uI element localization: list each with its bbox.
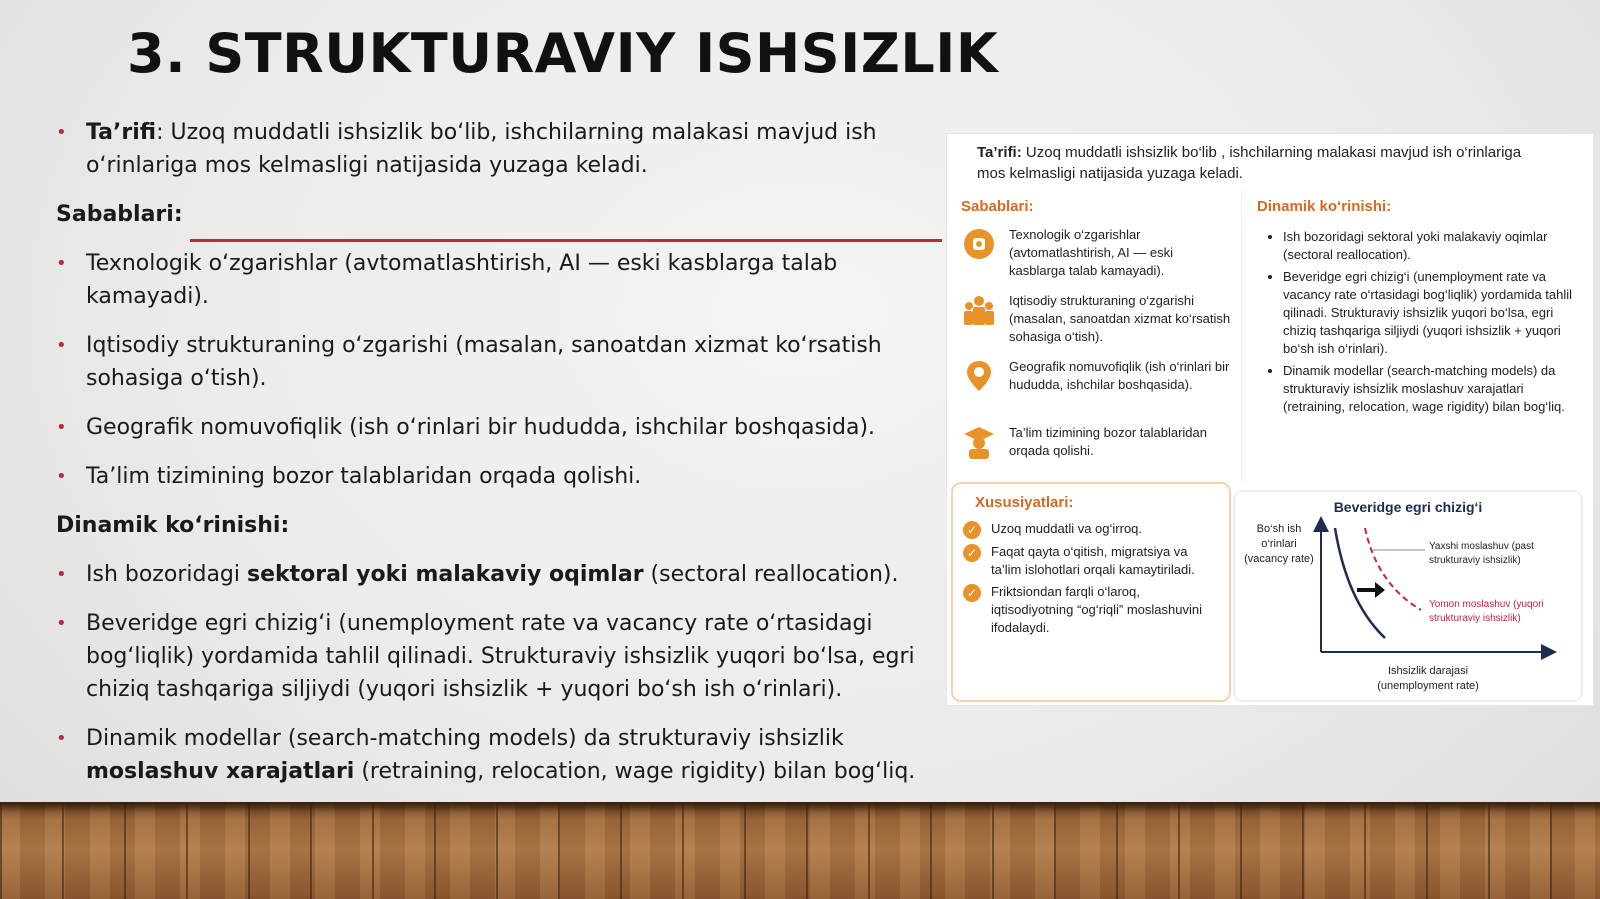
- legend-good: Yaxshi moslashuv (past strukturaviy ishsizlik): [1429, 541, 1534, 566]
- features-heading: Xususiyatlari:: [975, 494, 1074, 511]
- info-cause: [961, 226, 1231, 280]
- cause-item: • Geografik nomuvofiqlik (ish o‘rinlari bir hududda, ishchilar boshqasida).: [56, 411, 916, 444]
- dynamic-item: [56, 558, 916, 591]
- dynamic-item: [56, 607, 916, 706]
- checkmark-icon: ✓: [963, 521, 981, 539]
- chart-ylabel: Bo‘sh ish o‘rinlari (vacancy rate): [1244, 523, 1314, 565]
- info-cause-text: Geografik nomuvofiqlik (ish o‘rinlari bir hududda, ishchilar boshqasida).: [1009, 359, 1230, 392]
- chart-title: Beveridge egri chizig‘i: [1333, 499, 1483, 515]
- workers-icon: [961, 292, 997, 328]
- text-column: [56, 116, 916, 804]
- shift-arrow-icon: [1357, 582, 1385, 598]
- infographic-definition: [977, 142, 1537, 184]
- dynamic-bold: sektoral yoki malakaviy oqimlar: [247, 562, 644, 587]
- student-icon: [961, 424, 997, 460]
- info-cause-text: Texnologik o‘zgarishlar (avtomatlashtirish, AI — eski kasblarga talab kamayadi).: [1009, 227, 1173, 278]
- dynamic-text: (sectoral reallocation).: [643, 562, 899, 587]
- checkmark-icon: ✓: [963, 584, 981, 602]
- definition-bullet: [56, 116, 916, 182]
- legend-bad: Yomon moslashuv (yuqori strukturaviy ishsizlik): [1429, 599, 1544, 624]
- dynamic-text: (retraining, relocation, wage rigidity) bilan bog‘liq.: [354, 759, 916, 784]
- chart-xlabel: Ishsizlik darajasi (unemployment rate): [1377, 665, 1479, 692]
- location-pin-icon: [961, 358, 997, 394]
- causes-heading: Sabablari:: [56, 202, 183, 227]
- dynamic-heading-text: Dinamik ko‘rinishi: [56, 513, 281, 538]
- curve-bad: [1365, 528, 1421, 610]
- info-causes-heading: Sabablari:: [961, 198, 1034, 215]
- curve-good: [1335, 528, 1385, 638]
- info-dynamic-item: • Dinamik modellar (search-matching models) da strukturaviy ishsizlik moslashuv xarajatlari (retraining, relocation, wage rigidity) bilan bog‘liq.: [1283, 362, 1573, 416]
- beveridge-chart-box: [1233, 490, 1583, 702]
- info-dynamic-heading: Dinamik ko‘rinishi:: [1257, 198, 1392, 215]
- feature-text: Uzoq muddatli va og‘irroq.: [991, 521, 1143, 536]
- info-cause: [961, 358, 1231, 394]
- definition-label: Ta’rifi: [86, 120, 157, 145]
- checkmark-icon: ✓: [963, 544, 981, 562]
- features-box: [951, 482, 1231, 702]
- cause-item: • Iqtisodiy strukturaning o‘zgarishi (masalan, sanoatdan xizmat ko‘rsatish sohasiga o‘tish).: [56, 329, 916, 395]
- dynamic-text: Dinamik modellar (search-matching models) da strukturaviy ishsizlik: [86, 726, 844, 751]
- info-dynamic-list: [1267, 228, 1573, 420]
- cause-item: • Ta’lim tizimining bozor talablaridan orqada qolishi.: [56, 460, 916, 493]
- feature-text: Faqat qayta o‘qitish, migratsiya va ta’lim islohotlari orqali kamaytiriladi.: [991, 544, 1195, 577]
- column-divider: [1241, 190, 1242, 484]
- info-cause: [961, 424, 1231, 460]
- info-def-text: Uzoq muddatli ishsizlik bo‘lib , ishchilarning malakasi mavjud ish o‘rinlariga mos kelmasligi natijasida yuzaga keladi.: [977, 144, 1522, 182]
- dynamic-item: [56, 722, 916, 788]
- cause-item: • Texnologik o‘zgarishlar (avtomatlashtirish, AI — eski kasblarga talab kamayadi).: [56, 247, 916, 313]
- feature-text: Friktsiondan farqli o‘laroq, iqtisodiyotning “og‘riqli” moslashuvini ifodalaydi.: [991, 584, 1202, 635]
- feature-item: [963, 543, 1219, 579]
- info-cause: [961, 292, 1231, 346]
- dynamic-heading: Dinamik ko‘rinishi:: [56, 513, 290, 538]
- features-list: [963, 520, 1219, 641]
- dynamic-bold: moslashuv xarajatlari: [86, 759, 355, 784]
- accent-divider: [190, 239, 942, 242]
- info-cause-text: Iqtisodiy strukturaning o‘zgarishi (masalan, sanoatdan xizmat ko‘rsatish sohasiga o‘tish).: [1009, 293, 1231, 344]
- page-title: 3. STRUKTURAVIY ISHSIZLIK: [127, 22, 999, 85]
- info-dynamic-item: • Beveridge egri chizig‘i (unemployment rate va vacancy rate o‘rtasidagi bog‘liqlik) yordamida tahlil qilinadi. Strukturaviy ishsizlik yuqori bo‘lsa, egri chiziq tashqariga siljiydi (yuqori ishsizlik + yuqori bo‘sh ish o‘rinlari).: [1283, 268, 1573, 358]
- dynamic-text: Ish bozoridagi: [86, 562, 247, 587]
- dynamic-text: Beveridge egri chizig‘i (unemployment rate va vacancy rate o‘rtasidagi bog‘liqlik) yordamida tahlil qilinadi. Strukturaviy ishsizlik yuqori bo‘lsa, egri chiziq tashqariga siljiydi (yuqori ishsizlik + yuqori bo‘sh ish o‘rinlari).: [86, 611, 915, 702]
- robot-icon: [961, 226, 997, 262]
- infographic: [946, 133, 1594, 706]
- feature-item: [963, 520, 1219, 539]
- feature-item: [963, 583, 1219, 637]
- wood-floor: [0, 802, 1600, 899]
- info-dynamic-item: • Ish bozoridagi sektoral yoki malakaviy oqimlar (sectoral reallocation).: [1283, 228, 1573, 264]
- causes-heading-text: Sabablari: [56, 202, 174, 227]
- info-cause-text: Ta’lim tizimining bozor talablaridan orqada qolishi.: [1009, 425, 1207, 458]
- definition-text: : Uzoq muddatli ishsizlik bo‘lib, ishchilarning malakasi mavjud ish o‘rinlariga mos kelmasligi natijasida yuzaga keladi.: [86, 120, 877, 178]
- info-def-label: Ta’rifi:: [977, 144, 1022, 161]
